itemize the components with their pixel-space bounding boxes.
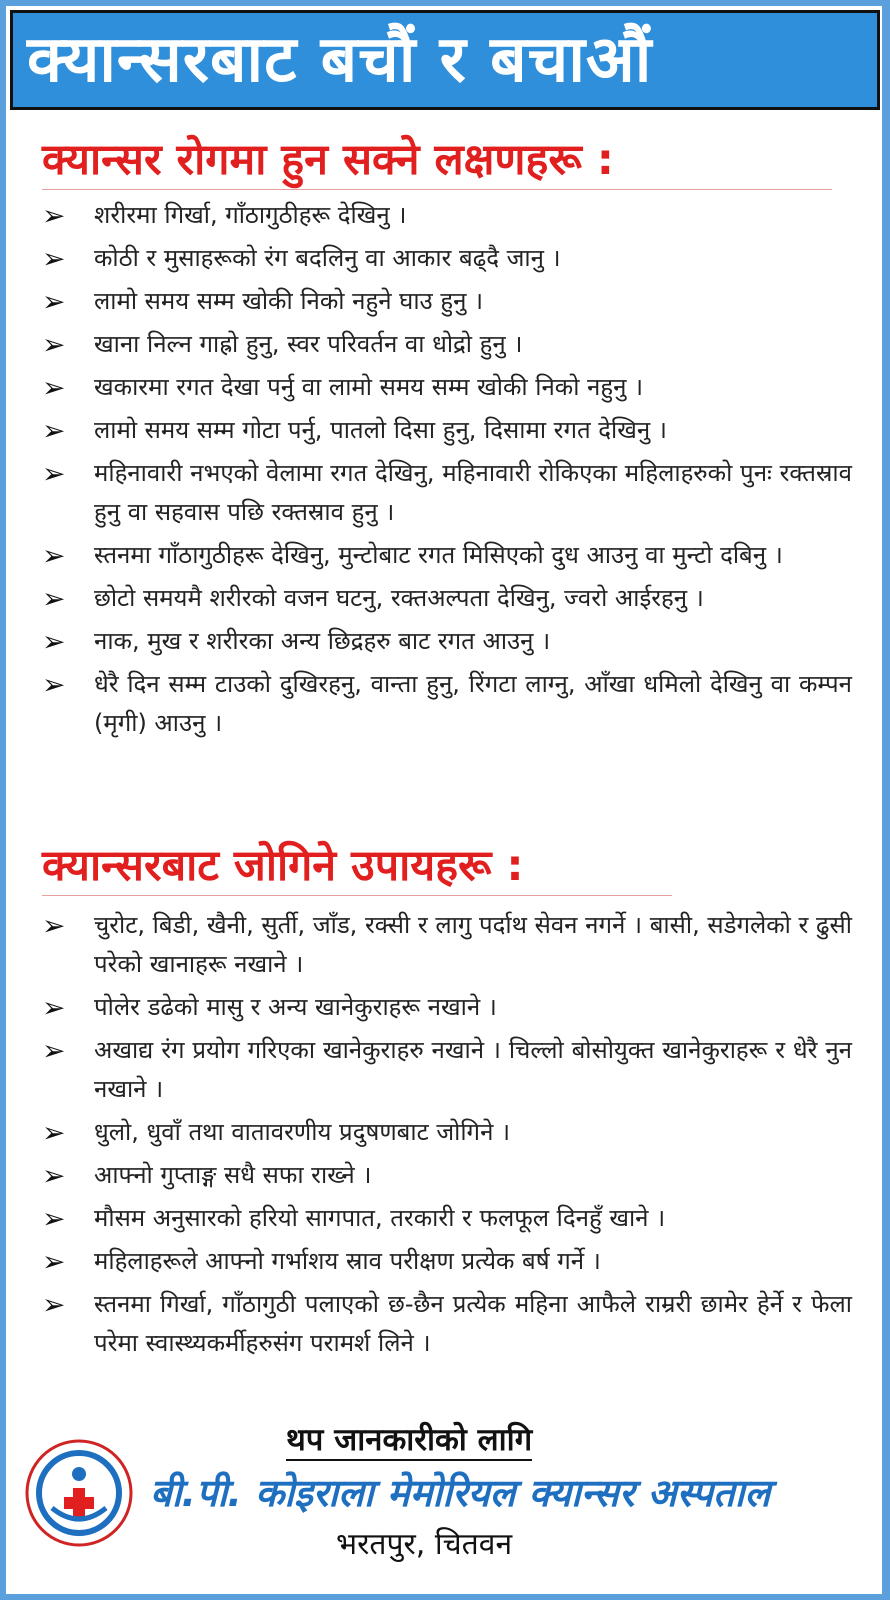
list-item: ➢ लामो समय सम्म गोटा पर्नु, पातलो दिसा हुनु, दिसामा रगत देखिनु । [42, 411, 852, 450]
list-item: ➢ अखाद्य रंग प्रयोग गरिएका खानेकुराहरु नखाने । चिल्लो बोसोयुक्त खानेकुराहरू र धेरै नुन नखाने । [42, 1031, 852, 1109]
hospital-logo-icon [24, 1438, 134, 1548]
list-item: ➢ खकारमा रगत देखा पर्नु वा लामो समय सम्म खोकी निको नहुनु । [42, 368, 852, 407]
hospital-name: बी.पी. कोइराला मेमोरियल क्यान्सर अस्पताल [150, 1471, 771, 1515]
list-item: ➢ शरीरमा गिर्खा, गाँठागुठीहरू देखिनु । [42, 196, 852, 235]
arrow-bullet-icon: ➢ [42, 457, 66, 490]
arrow-bullet-icon: ➢ [42, 991, 66, 1024]
arrow-bullet-icon: ➢ [42, 199, 66, 232]
arrow-bullet-icon: ➢ [42, 1245, 66, 1278]
arrow-bullet-icon: ➢ [42, 414, 66, 447]
location: भरतपुर, चितवन [336, 1527, 513, 1562]
arrow-bullet-icon: ➢ [42, 285, 66, 318]
arrow-bullet-icon: ➢ [42, 909, 66, 942]
list-item: ➢ चुरोट, बिडी, खैनी, सुर्ती, जाँड, रक्सी र लागु पर्दाथ सेवन नगर्ने । बासी, सडेगलेको र ढुसी परेको खानाहरू नखाने । [42, 906, 852, 984]
list-item: ➢ महिलाहरूले आफ्नो गर्भाशय स्राव परीक्षण प्रत्येक बर्ष गर्ने । [42, 1242, 852, 1281]
list-item: ➢ नाक, मुख र शरीरका अन्य छिद्रहरु बाट रगत आउनु । [42, 622, 852, 661]
list-item: ➢ धुलो, धुवाँ तथा वातावरणीय प्रदुषणबाट जोगिने । [42, 1113, 852, 1152]
symptoms-list [42, 196, 852, 747]
symptoms-heading: क्यान्सर रोगमा हुन सक्ने लक्षणहरू : [42, 136, 832, 190]
prevention-heading: क्यान्सरबाट जोगिने उपायहरू : [42, 842, 672, 896]
more-info-heading: थप जानकारीको लागि [286, 1422, 532, 1461]
list-item: ➢ छोटो समयमै शरीरको वजन घटनु, रक्तअल्पता देखिनु, ज्वरो आईरहनु । [42, 579, 852, 618]
list-item: ➢ स्तनमा गिर्खा, गाँठागुठी पलाएको छ-छैन प्रत्येक महिना आफैले राम्ररी छामेर हेर्ने र फेला परेमा स्वास्थ्यकर्मीहरुसंग परामर्श लिने । [42, 1285, 852, 1363]
arrow-bullet-icon: ➢ [42, 371, 66, 404]
arrow-bullet-icon: ➢ [42, 1116, 66, 1149]
arrow-bullet-icon: ➢ [42, 1288, 66, 1321]
list-item: ➢ धेरै दिन सम्म टाउको दुखिरहनु, वान्ता हुनु, रिंगटा लाग्नु, आँखा धमिलो देखिनु वा कम्पन (मृगी) आउनु । [42, 665, 852, 743]
arrow-bullet-icon: ➢ [42, 1159, 66, 1192]
arrow-bullet-icon: ➢ [42, 242, 66, 275]
arrow-bullet-icon: ➢ [42, 1034, 66, 1067]
arrow-bullet-icon: ➢ [42, 582, 66, 615]
arrow-bullet-icon: ➢ [42, 328, 66, 361]
list-item: ➢ मौसम अनुसारको हरियो सागपात, तरकारी र फलफूल दिनहुँ खाने । [42, 1199, 852, 1238]
list-item: ➢ महिनावारी नभएको वेलामा रगत देखिनु, महिनावारी रोकिएका महिलाहरुको पुनः रक्तस्राव हुनु वा सहवास पछि रक्तस्राव हुनु । [42, 454, 852, 532]
list-item: ➢ लामो समय सम्म खोकी निको नहुने घाउ हुनु । [42, 282, 852, 321]
list-item: ➢ आफ्नो गुप्ताङ्ग सधै सफा राख्ने । [42, 1156, 852, 1195]
list-item: ➢ खाना निल्न गाह्रो हुनु, स्वर परिवर्तन वा धोद्रो हुनु । [42, 325, 852, 364]
list-item: ➢ स्तनमा गाँठागुठीहरू देखिनु, मुन्टोबाट रगत मिसिएको दुध आउनु वा मुन्टो दबिनु । [42, 536, 852, 575]
page-title: क्यान्सरबाट बचौं र बचाऔं [27, 23, 653, 97]
title-banner [10, 10, 880, 110]
arrow-bullet-icon: ➢ [42, 1202, 66, 1235]
arrow-bullet-icon: ➢ [42, 539, 66, 572]
arrow-bullet-icon: ➢ [42, 625, 66, 658]
list-item: ➢ पोलेर डढेको मासु र अन्य खानेकुराहरू नखाने । [42, 988, 852, 1027]
arrow-bullet-icon: ➢ [42, 668, 66, 701]
list-item: ➢ कोठी र मुसाहरूको रंग बदलिनु वा आकार बढ्दै जानु । [42, 239, 852, 278]
prevention-list [42, 906, 852, 1367]
